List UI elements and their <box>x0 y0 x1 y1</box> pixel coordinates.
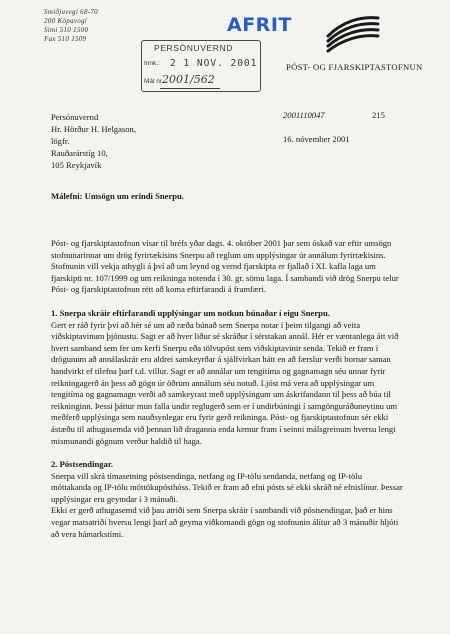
pfs-wave-logo-icon <box>322 10 382 56</box>
section-heading: 1. Snerpa skráir eftirfarandi upplýsingar um notkun búnaðar í eigu Snerpu. <box>51 307 330 318</box>
sender-address <box>44 8 98 44</box>
sender-address-line: Fax 510 1509 <box>44 35 87 43</box>
received-stamp <box>141 40 261 92</box>
recipient-address <box>51 111 136 171</box>
section-heading: 2. Póstsendingar. <box>51 459 113 470</box>
recipient-line: Rauðarárstíg 10, <box>51 148 108 158</box>
stamp-mal-label: Mál nr. <box>144 78 164 85</box>
stamp-inn-label: Innk.: <box>144 60 160 67</box>
paragraph: Gert er ráð fyrir því að hér sé um að ræða búnað sem Snerpa notar í þeim tilgangi að veita viðskiptavinum þjónustu. Sagt er að hver liður sé skráður í sérstakan annál. Hér er væntanlega átt við hvert samband sem fer um kerfi Snerpu eða tölvupóst sem viðskiptavinir senda. Tekið er fram í drögunum að annálaskrár eru aldrei samkeyrðar á sjálfvirkan hátt en að færslur verði bornar saman handvirkt ef tilefna þarf t.d. villur. Sagt er að annálar um tengitíma og gagnamagn séu unnar fyrir reikningagerð án þess að gögn úr öðrum annálum séu notuð. Ljóst má vera að upplýsingar um tengitíma og gagnamagn verði að samkeyrast með upplýsingum um áskrifandann til þess að búa til reikninginn. Þessi þáttur mun falla undir reglugerð sem er í undirbúningi í samgönguráðuneytinu um meðferð upplýsinga sem nauðsynlegar eru fyrir gerð reikninga. Póst- og fjarskiptastofnun sér ekki ástæðu til athugasemda við þennan lið draganna enda kemur fram í seinni málsgreinum hversu lengi mismunandi gögnum verður haldið til haga. <box>51 319 399 446</box>
letter-date: 16. nóvember 2001 <box>283 134 350 144</box>
sender-address-line: Sími 510 1500 <box>44 26 89 34</box>
stamp-title: PERSÓNUVERND <box>154 43 233 53</box>
sender-address-line: 200 Kópavogi <box>44 17 88 25</box>
letter-body <box>51 238 403 540</box>
reference-number: 2001110047 <box>283 110 325 120</box>
recipient-line: 105 Reykjavík <box>51 160 102 170</box>
stamp-date: 2 1 NOV. 2001 <box>170 58 258 69</box>
page-number: 215 <box>372 110 385 120</box>
stamp-underline <box>160 88 220 89</box>
afrit-stamp: AFRIT <box>227 14 292 36</box>
sender-address-line: Smiðjuvegi 68-70 <box>44 8 98 16</box>
paragraph: Ekki er gerð athugasemd við þau atriði sem Snerpa skráir í sambandi við póstsendingar, það er hins vegar matsatriði hversu lengi þarf að geyma viðkomandi gögn og stofnunin álítur að 3 mánuðir hljóti að vera hámarkstími. <box>51 505 399 539</box>
organization-name: PÓST- OG FJARSKIPTASTOFNUN <box>286 62 423 72</box>
subject-line: Málefni: Umsögn um erindi Snerpu. <box>51 191 184 201</box>
paragraph: Póst- og fjarskiptastofnun vísar til bréfs yðar dags. 4. október 2001 þar sem óskað var eftir umsögn stofnunarinnar um drög fyrirtækisins Snerpu að reglum um upplýsingar úr annálum fyrirtækisins. Stofnunin vill vekja athygli á því að um leynd og vernd fjarskipta er fjallað í XI. kafla laga um fjarskipti nr. 107/1999 og um reikninga notenda í 30. gr. sömu laga. Í sambandi við drög Snerpu telur Póst- og fjarskiptastofnun rétt að koma eftirfarandi á framfæri. <box>51 238 399 295</box>
paragraph: Snerpa vill skrá tímasetning póstsendinga, netfang og IP-tölu sendanda, netfang og IP-tölu móttakanda og IP-tölu móttökupósthóss. Tekið er fram að efni pósts sé ekki skráð né efnislínur. Þessar upplýsingar eru geymdar í 3 mánuði. <box>51 470 403 504</box>
recipient-line: lögfr. <box>51 136 70 146</box>
recipient-line: Persónuvernd <box>51 112 99 122</box>
stamp-case-number: 2001/562 <box>162 73 215 86</box>
recipient-line: Hr. Hörður H. Helgason, <box>51 124 136 134</box>
